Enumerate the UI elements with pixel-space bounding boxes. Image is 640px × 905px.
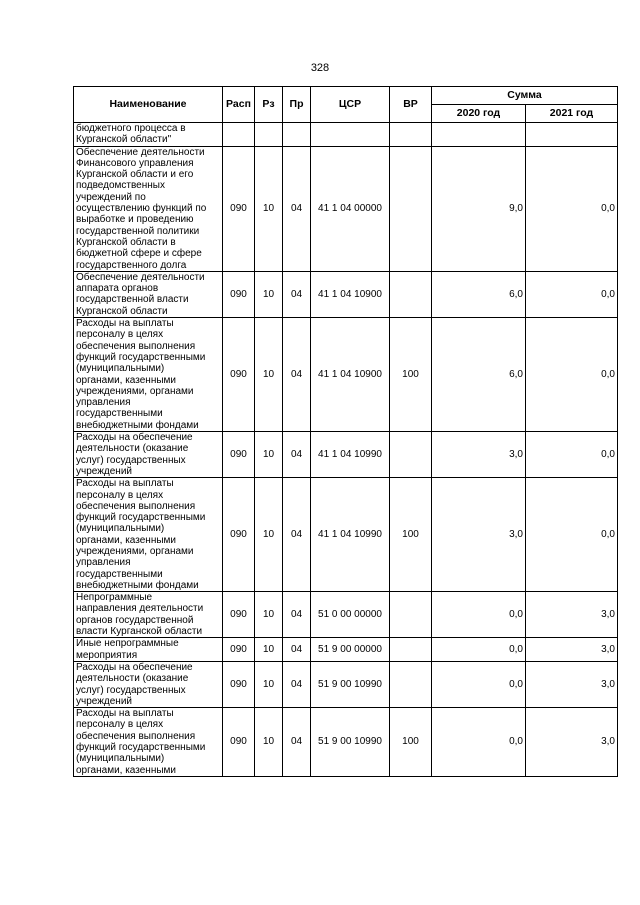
row-name: Расходы на обеспечение деятельности (оказание услуг) государственных учреждений <box>74 432 223 478</box>
row-vr <box>390 432 432 478</box>
table-body <box>74 123 618 777</box>
row-pr: 04 <box>283 432 311 478</box>
table-row <box>74 123 618 147</box>
header-sum: Сумма <box>432 87 618 105</box>
header-year-2021: 2021 год <box>526 105 618 123</box>
row-csr: 51 9 00 10990 <box>311 708 390 777</box>
table-row <box>74 592 618 638</box>
row-rasp: 090 <box>223 661 255 707</box>
row-csr: 41 1 04 10900 <box>311 271 390 317</box>
row-name: Непрограммные направления деятельности органов государственной власти Курганской области <box>74 592 223 638</box>
header-rz: Рз <box>255 87 283 123</box>
row-amount-2020: 0,0 <box>432 638 526 662</box>
row-amount-2021: 0,0 <box>526 271 618 317</box>
page-number: 328 <box>310 62 330 74</box>
table-row <box>74 146 618 271</box>
row-amount-2020: 6,0 <box>432 271 526 317</box>
row-pr: 04 <box>283 592 311 638</box>
row-csr: 51 9 00 10990 <box>311 661 390 707</box>
row-amount-2021 <box>526 123 618 147</box>
row-vr <box>390 146 432 271</box>
row-rz: 10 <box>255 271 283 317</box>
row-amount-2020: 3,0 <box>432 478 526 592</box>
row-csr: 41 1 04 10990 <box>311 478 390 592</box>
header-year-2020: 2020 год <box>432 105 526 123</box>
row-vr <box>390 271 432 317</box>
row-rz: 10 <box>255 638 283 662</box>
table-row <box>74 638 618 662</box>
row-pr: 04 <box>283 146 311 271</box>
row-csr: 51 9 00 00000 <box>311 638 390 662</box>
row-pr: 04 <box>283 271 311 317</box>
row-vr <box>390 592 432 638</box>
row-csr: 41 1 04 00000 <box>311 146 390 271</box>
header-pr: Пр <box>283 87 311 123</box>
row-rasp: 090 <box>223 318 255 432</box>
row-rz: 10 <box>255 661 283 707</box>
row-name: Расходы на выплаты персоналу в целях обеспечения выполнения функций государственными (муниципальными) органами, казенными <box>74 708 223 777</box>
header-rasp: Расп <box>223 87 255 123</box>
row-rz: 10 <box>255 146 283 271</box>
budget-table <box>73 86 618 777</box>
row-csr: 41 1 04 10900 <box>311 318 390 432</box>
row-name: Расходы на выплаты персоналу в целях обеспечения выполнения функций государственными (муниципальными) органами, казенными учреждениями, органами управления государственными внебюджетными фондами <box>74 478 223 592</box>
row-amount-2021: 0,0 <box>526 478 618 592</box>
row-rz <box>255 123 283 147</box>
row-name: Обеспечение деятельности аппарата органов государственной власти Курганской области <box>74 271 223 317</box>
row-csr: 41 1 04 10990 <box>311 432 390 478</box>
row-name: Обеспечение деятельности Финансового управления Курганской области и его подведомственных учреждений по осуществлению функций по выработке и проведению государственной политики Курганской области в бюджетной сфере и сфере государственного долга <box>74 146 223 271</box>
row-vr: 100 <box>390 708 432 777</box>
row-vr <box>390 123 432 147</box>
table-header <box>74 87 618 123</box>
row-name: Расходы на обеспечение деятельности (оказание услуг) государственных учреждений <box>74 661 223 707</box>
row-amount-2020: 0,0 <box>432 661 526 707</box>
row-vr <box>390 638 432 662</box>
row-amount-2021: 0,0 <box>526 318 618 432</box>
header-vr: ВР <box>390 87 432 123</box>
row-rasp: 090 <box>223 146 255 271</box>
row-pr: 04 <box>283 478 311 592</box>
row-name: бюджетного процесса в Курганской области" <box>74 123 223 147</box>
row-amount-2021: 0,0 <box>526 432 618 478</box>
row-rasp: 090 <box>223 478 255 592</box>
row-amount-2020: 3,0 <box>432 432 526 478</box>
row-rasp: 090 <box>223 271 255 317</box>
row-rz: 10 <box>255 592 283 638</box>
row-pr: 04 <box>283 661 311 707</box>
row-amount-2021: 0,0 <box>526 146 618 271</box>
table-row <box>74 478 618 592</box>
row-rasp: 090 <box>223 638 255 662</box>
row-rz: 10 <box>255 708 283 777</box>
row-rasp <box>223 123 255 147</box>
row-csr: 51 0 00 00000 <box>311 592 390 638</box>
table-row <box>74 708 618 777</box>
row-rasp: 090 <box>223 592 255 638</box>
header-csr: ЦСР <box>311 87 390 123</box>
row-pr: 04 <box>283 318 311 432</box>
row-name: Иные непрограммные мероприятия <box>74 638 223 662</box>
table-row <box>74 318 618 432</box>
row-amount-2021: 3,0 <box>526 708 618 777</box>
row-pr: 04 <box>283 708 311 777</box>
row-rz: 10 <box>255 478 283 592</box>
row-amount-2020 <box>432 123 526 147</box>
row-name: Расходы на выплаты персоналу в целях обеспечения выполнения функций государственными (муниципальными) органами, казенными учреждениями, органами управления государственными внебюджетными фондами <box>74 318 223 432</box>
row-amount-2021: 3,0 <box>526 592 618 638</box>
row-pr <box>283 123 311 147</box>
row-amount-2021: 3,0 <box>526 661 618 707</box>
row-rasp: 090 <box>223 432 255 478</box>
table-row <box>74 271 618 317</box>
table-row <box>74 661 618 707</box>
row-amount-2020: 0,0 <box>432 708 526 777</box>
row-csr <box>311 123 390 147</box>
row-rasp: 090 <box>223 708 255 777</box>
row-vr: 100 <box>390 478 432 592</box>
row-vr: 100 <box>390 318 432 432</box>
row-amount-2020: 9,0 <box>432 146 526 271</box>
header-name: Наименование <box>74 87 223 123</box>
row-vr <box>390 661 432 707</box>
row-amount-2021: 3,0 <box>526 638 618 662</box>
table-row <box>74 432 618 478</box>
row-rz: 10 <box>255 318 283 432</box>
row-rz: 10 <box>255 432 283 478</box>
row-amount-2020: 0,0 <box>432 592 526 638</box>
row-amount-2020: 6,0 <box>432 318 526 432</box>
row-pr: 04 <box>283 638 311 662</box>
